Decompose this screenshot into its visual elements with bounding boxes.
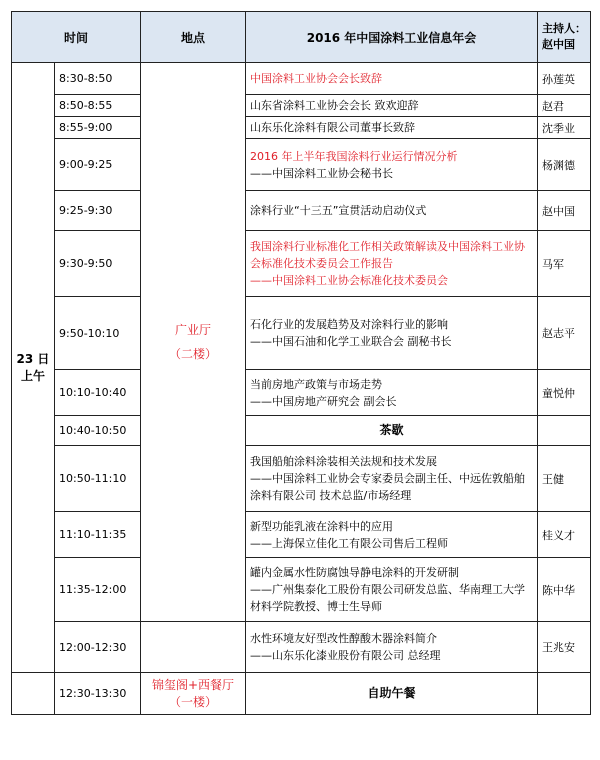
- time-cell: 10:40-10:50: [55, 416, 141, 446]
- topic-cell: [246, 95, 538, 117]
- topic-title: 山东乐化涂料有限公司董事长致辞: [250, 121, 416, 134]
- table-row: [12, 512, 591, 558]
- host-name: 赵中国: [542, 38, 576, 51]
- topic-presenter: ——广州集泰化工股份有限公司研发总监、华南理工大学材料学院教授、博士生导师: [250, 583, 526, 613]
- host-label: 主持人：: [542, 22, 587, 35]
- time-cell: 12:00-12:30: [55, 622, 141, 673]
- speaker-cell: 杨渊德: [538, 139, 591, 191]
- topic-cell: [246, 297, 538, 370]
- topic-title: 罐内金属水性防腐蚀导静电涂料的开发研制: [250, 566, 460, 579]
- table-row: [12, 370, 591, 416]
- speaker-cell: [538, 416, 591, 446]
- time-cell: 12:30-13:30: [55, 673, 141, 715]
- table-row: [12, 95, 591, 117]
- topic-title: 中国涂料工业协会会长致辞: [250, 72, 383, 85]
- table-row: [12, 622, 591, 673]
- speaker-cell: 桂义才: [538, 512, 591, 558]
- topic-title: 我国涂料行业标准化工作相关政策解读及中国涂料工业协会标准化技术委员会工作报告: [250, 240, 526, 270]
- topic-cell: [246, 231, 538, 297]
- time-cell: 8:30-8:50: [55, 63, 141, 95]
- table-row: [12, 558, 591, 622]
- day-cell-empty: [12, 673, 55, 715]
- topic-presenter: ——中国房地产研究会 副会长: [250, 394, 397, 408]
- agenda-table: [11, 11, 591, 715]
- topic-cell: [246, 370, 538, 416]
- speaker-cell: 赵志平: [538, 297, 591, 370]
- table-row: [12, 191, 591, 231]
- topic-title: 水性环境友好型改性醇酸木器涂料简介: [250, 632, 438, 645]
- topic-cell: [246, 63, 538, 95]
- topic-cell: [246, 622, 538, 673]
- topic-cell: [246, 117, 538, 139]
- time-cell: 11:10-11:35: [55, 512, 141, 558]
- table-row: [12, 117, 591, 139]
- venue-cell-lunch: [141, 673, 246, 715]
- venue-cell-main: [141, 63, 246, 622]
- topic-title: 涂料行业“十三五”宣贯活动启动仪式: [250, 204, 427, 217]
- topic-presenter: ——中国石油和化学工业联合会 副秘书长: [250, 335, 452, 348]
- day-cell: [12, 63, 55, 673]
- topic-cell: [246, 673, 538, 715]
- day-label: 23 日: [16, 351, 50, 366]
- time-cell: 11:35-12:00: [55, 558, 141, 622]
- venue-name: 广业厅: [175, 323, 212, 337]
- topic-cell: [246, 512, 538, 558]
- speaker-cell: 陈中华: [538, 558, 591, 622]
- topic-cell: [246, 191, 538, 231]
- time-cell: 10:50-11:10: [55, 446, 141, 512]
- topic-presenter: ——上海保立佳化工有限公司售后工程师: [250, 536, 449, 550]
- speaker-cell: 王兆安: [538, 622, 591, 673]
- time-cell: 9:30-9:50: [55, 231, 141, 297]
- speaker-cell: 沈季业: [538, 117, 591, 139]
- time-cell: 9:25-9:30: [55, 191, 141, 231]
- day-period-label: 上午: [20, 368, 45, 383]
- table-row: [12, 446, 591, 512]
- table-row: [12, 673, 591, 715]
- topic-title: 山东省涂料工业协会会长 致欢迎辞: [250, 99, 419, 112]
- table-row: [12, 297, 591, 370]
- topic-title: 当前房地产政策与市场走势: [250, 377, 383, 391]
- topic-presenter: ——中国涂料工业协会专家委员会副主任、中远佐敦船舶涂料有限公司 技术总监/市场经理: [250, 472, 526, 502]
- speaker-cell: 孙莲英: [538, 63, 591, 95]
- table-row: [12, 416, 591, 446]
- topic-title: 新型功能乳液在涂料中的应用: [250, 519, 394, 533]
- topic-presenter: ——中国涂料工业协会秘书长: [250, 166, 394, 180]
- topic-cell: [246, 558, 538, 622]
- speaker-cell: 马军: [538, 231, 591, 297]
- speaker-cell: 赵君: [538, 95, 591, 117]
- venue-cell-empty: [141, 622, 246, 673]
- speaker-cell: 赵中国: [538, 191, 591, 231]
- topic-title: 我国船舶涂料涂装相关法规和技术发展: [250, 455, 438, 468]
- speaker-cell: [538, 673, 591, 715]
- topic-title: 石化行业的发展趋势及对涂料行业的影响: [250, 318, 449, 331]
- topic-presenter: ——山东乐化漆业股份有限公司 总经理: [250, 649, 441, 662]
- time-cell: 10:10-10:40: [55, 370, 141, 416]
- host-header: [538, 12, 591, 63]
- table-row: [12, 231, 591, 297]
- place-column-header: 地点: [141, 12, 246, 63]
- time-cell: 9:50-10:10: [55, 297, 141, 370]
- topic-title: 2016 年上半年我国涂料行业运行情况分析: [250, 149, 458, 163]
- venue-floor: （一楼）: [169, 694, 218, 709]
- header-row: [12, 12, 591, 63]
- venue-name: 锦玺阁+西餐厅: [151, 677, 235, 692]
- speaker-cell: 王健: [538, 446, 591, 512]
- time-column-header: 时间: [12, 12, 141, 63]
- time-cell: 8:50-8:55: [55, 95, 141, 117]
- lunch-label: 自助午餐: [367, 686, 416, 700]
- topic-presenter: ——中国涂料工业协会标准化技术委员会: [250, 274, 449, 287]
- time-cell: 8:55-9:00: [55, 117, 141, 139]
- time-cell: 9:00-9:25: [55, 139, 141, 191]
- table-row: [12, 63, 591, 95]
- conference-title: 2016 年中国涂料工业信息年会: [246, 12, 538, 63]
- break-label: 茶歇: [379, 423, 404, 437]
- topic-cell: [246, 139, 538, 191]
- venue-floor: （二楼）: [169, 347, 218, 361]
- table-row: [12, 139, 591, 191]
- topic-cell: [246, 446, 538, 512]
- topic-cell: [246, 416, 538, 446]
- speaker-cell: 童悦仲: [538, 370, 591, 416]
